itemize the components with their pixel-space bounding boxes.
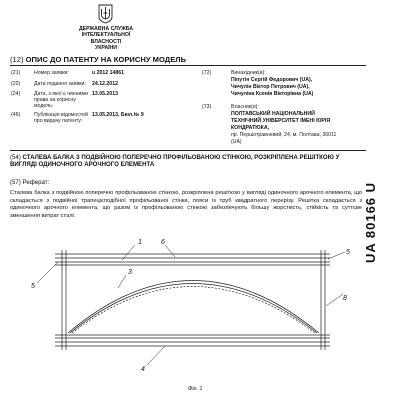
invention-title: [10, 154, 366, 168]
title-code: (54): [10, 154, 21, 161]
arch-element: [68, 281, 319, 334]
callout-lines: [37, 245, 345, 365]
abstract-code: (57): [10, 179, 21, 186]
bottom-chord: [55, 335, 330, 346]
publication-date: 13.05.2013, Бюл.№ 9: [92, 112, 144, 118]
label-5-left: 5: [31, 283, 35, 290]
divider: [10, 150, 366, 151]
effective-date: 13.05.2013: [92, 91, 118, 97]
inventors-label: Винахідник(и):: [231, 70, 266, 76]
field-label: Номер заявки:: [34, 70, 69, 76]
label-6: 6: [161, 239, 165, 246]
filing-date: 24.12.2012: [92, 81, 118, 87]
field-label: Дата подання заявки:: [34, 81, 86, 87]
agency-line: ІНТЕЛЕКТУАЛЬНОЇ: [81, 32, 131, 39]
field-code: (21): [11, 70, 21, 76]
owner-address: (UA): [231, 139, 242, 145]
figure-caption: Фіг. 1: [188, 386, 203, 392]
agency-name: [40, 26, 172, 52]
agency-line: ДЕРЖАВНА СЛУЖБА: [78, 26, 134, 32]
inventor-name: Чичуліна Ксенія Вікторівна (UA): [231, 91, 314, 97]
top-chord: [55, 254, 330, 265]
invention-title-text: СТАЛЕВА БАЛКА З ПОДВІЙНОЮ ПОПЕРЕЧНО ПРОФІЛЬОВАНОЮ СТІНКОЮ, РОЗКРІПЛЕНА РЕШІТКОЮ У ВИГЛЯДІ ОДИНОЧНОГО АРОЧНОГО ЕЛЕМЕНТА: [10, 154, 340, 169]
owner-name: ТЕХНІЧНИЙ УНІВЕРСИТЕТ ІМЕНІ ЮРІЯ: [231, 118, 331, 124]
field-code: (22): [11, 81, 21, 87]
abstract-text: Сталева балка з подвійною поперечно профільованою стінкою, розкріплена решіткою у вигляді одиночного арочного елемента, що складається з подвійної трапецієподібної профільованої стінки, пояси із труб квадратного перерізу. Решітка складається з одиночного арочного елемента, що разом із профільованою стінкою забезпечують більшу жорсткість, стійкість та суттєве зменшення витрат сталі.: [10, 190, 362, 219]
label-3: 3: [128, 269, 132, 276]
abstract-heading: [10, 179, 49, 186]
title-text: ОПИС ДО ПАТЕНТУ НА КОРИСНУ МОДЕЛЬ: [25, 55, 187, 64]
field-code: (72): [202, 70, 212, 76]
divider: [10, 65, 366, 66]
owner-name: КОНДРАТЮКА,: [231, 125, 270, 131]
field-label: Дата, з якої є чинними права на корисну модель:: [34, 91, 88, 109]
abstract-label: Реферат:: [22, 179, 50, 186]
document-title: [10, 55, 186, 64]
owner-name: ПОЛТАВСЬКИЙ НАЦІОНАЛЬНИЙ: [231, 111, 315, 117]
owner-address: пр. Першотравневий, 24, м. Полтава, 36011: [231, 132, 337, 138]
label-4: 4: [141, 366, 145, 373]
field-label: Публікація відомостей про видачу патенту:: [34, 112, 88, 124]
label-8: 8: [343, 295, 347, 302]
owner-label: Власник(и):: [231, 104, 259, 110]
title-code: (12): [10, 55, 24, 64]
inventor-name: Піпутін Сергій Федорович (UA),: [231, 77, 313, 83]
field-code: (46): [11, 112, 21, 118]
agency-line: УКРАЇНИ: [94, 45, 118, 52]
field-code: (24): [11, 91, 21, 97]
inventor-name: Чичулін Віктор Петрович (UA),: [231, 84, 310, 90]
agency-line: ВЛАСНОСТІ: [90, 38, 122, 45]
label-5-right: 5: [346, 249, 350, 256]
trident-emblem-icon: [98, 4, 113, 24]
application-number: u 2012 14861: [92, 70, 125, 76]
label-1: 1: [138, 239, 142, 246]
patent-side-number: UA 80166 U: [363, 181, 379, 264]
field-code: (73): [202, 104, 212, 110]
beam-drawing: [0, 232, 400, 386]
